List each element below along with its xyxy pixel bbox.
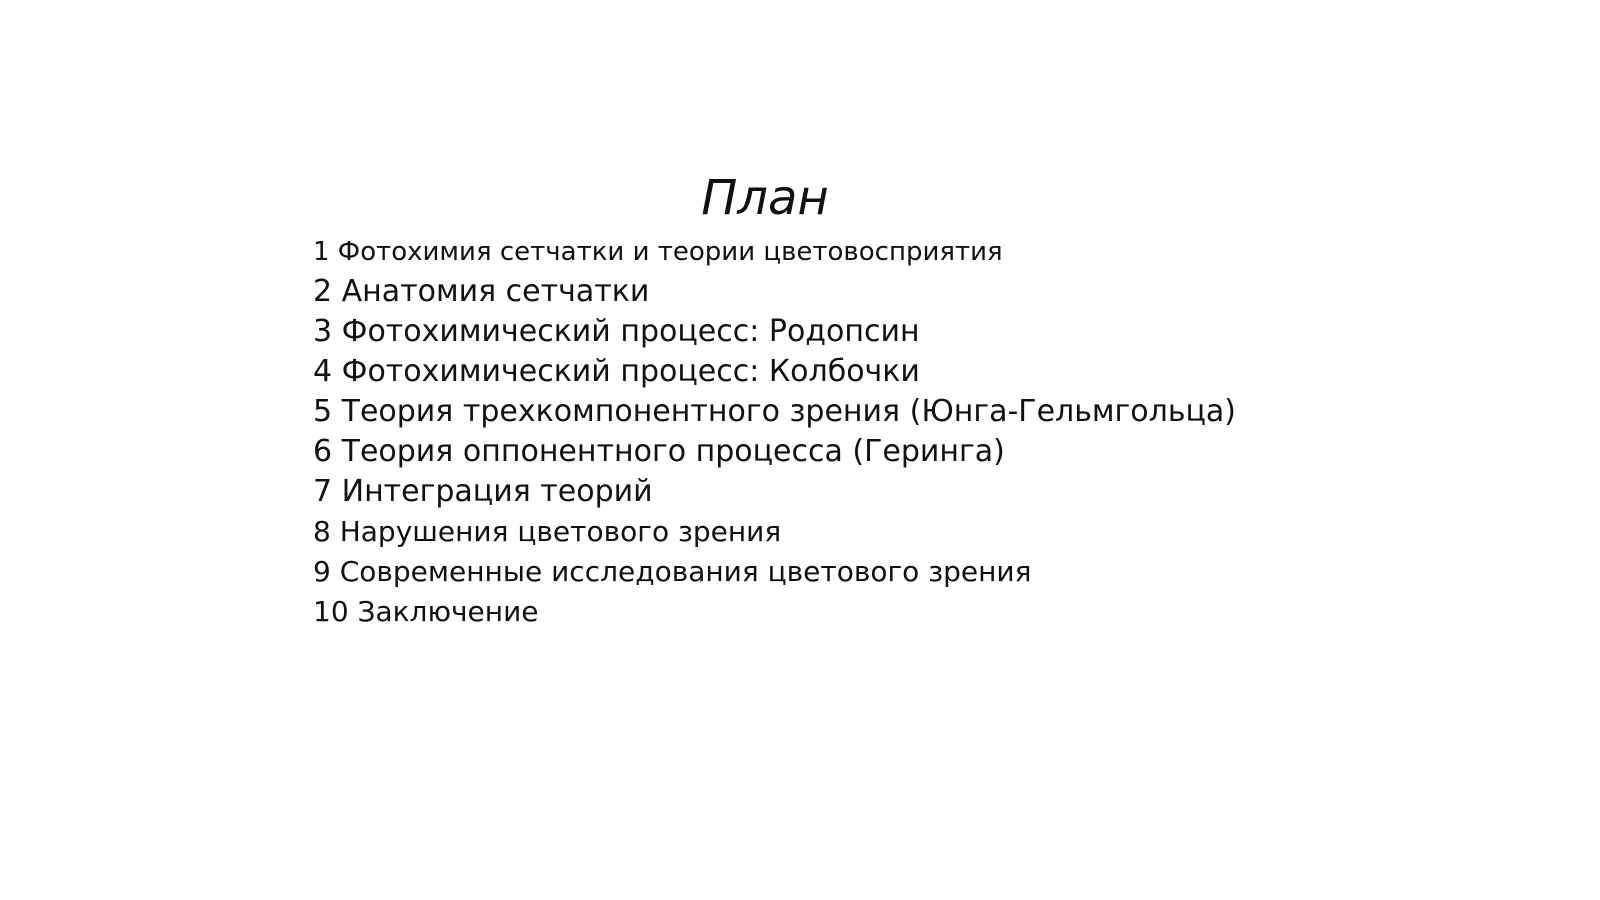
plan-item-5: 5 Теория трехкомпонентного зрения (Юнга-Гельмгольца): [313, 394, 1237, 429]
plan-item-1: 1 Фотохимия сетчатки и теории цветовосприятия: [313, 237, 1003, 267]
plan-item-3: 3 Фотохимический процесс: Родопсин: [313, 314, 920, 349]
plan-item-6: 6 Теория оппонентного процесса (Геринга): [313, 434, 1005, 469]
plan-item-8: 8 Нарушения цветового зрения: [313, 515, 782, 548]
plan-list: [313, 232, 1236, 632]
plan-item-10: 10 Заключение: [313, 595, 539, 628]
plan-item-9: 9 Современные исследования цветового зрения: [313, 555, 1032, 588]
plan-item-4: 4 Фотохимический процесс: Колбочки: [313, 354, 920, 389]
slide-title: План: [701, 170, 829, 226]
plan-item-7: 7 Интеграция теорий: [313, 474, 653, 509]
plan-item-2: 2 Анатомия сетчатки: [313, 274, 650, 309]
